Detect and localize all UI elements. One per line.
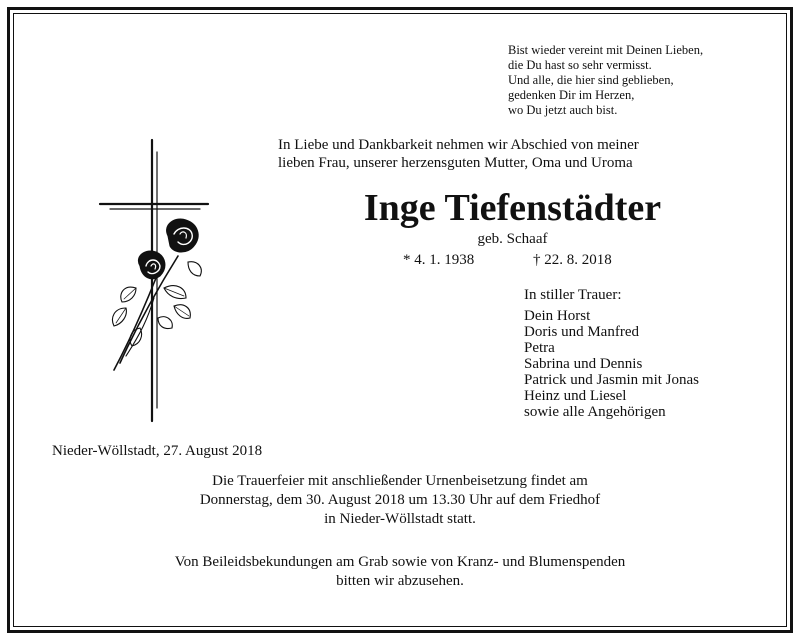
mourners-list — [524, 287, 699, 420]
request-line: bitten wir abzusehen. — [336, 573, 464, 589]
poem-line: gedenken Dir im Herzen, — [508, 88, 635, 102]
request-line: Von Beileidsbekundungen am Grab sowie von Kranz- und Blumenspenden — [174, 554, 626, 570]
farewell-intro — [278, 136, 639, 172]
condolence-request — [100, 553, 700, 591]
mourner-name: Patrick und Jasmin mit Jonas — [524, 372, 699, 388]
birth-date: * 4. 1. 1938 — [403, 252, 475, 268]
poem — [508, 43, 703, 118]
poem-line: die Du hast so sehr vermisst. — [508, 58, 652, 72]
place-and-date: Nieder-Wöllstadt, 27. August 2018 — [52, 443, 263, 459]
birth-name: geb. Schaaf — [477, 231, 548, 247]
mourner-name: sowie alle Angehörigen — [524, 404, 666, 420]
intro-line: lieben Frau, unserer herzensguten Mutter, Oma und Uroma — [278, 155, 633, 171]
mourner-name: Petra — [524, 340, 555, 356]
mourners-heading: In stiller Trauer: — [524, 287, 622, 303]
funeral-line: in Nieder-Wöllstadt statt. — [324, 511, 476, 527]
mourner-name: Dein Horst — [524, 308, 591, 324]
mourner-name: Heinz und Liesel — [524, 388, 627, 404]
death-date: † 22. 8. 2018 — [533, 252, 612, 268]
cross-with-roses-icon — [96, 138, 216, 423]
poem-line: Bist wieder vereint mit Deinen Lieben, — [508, 43, 704, 57]
funeral-notice — [100, 472, 700, 529]
intro-line: In Liebe und Dankbarkeit nehmen wir Abschied von meiner — [278, 137, 639, 153]
mourner-name: Sabrina und Dennis — [524, 356, 643, 372]
poem-line: wo Du jetzt auch bist. — [508, 103, 618, 117]
mourner-name: Doris und Manfred — [524, 324, 639, 340]
funeral-line: Donnerstag, dem 30. August 2018 um 13.30 Uhr auf dem Friedhof — [199, 492, 601, 508]
deceased-name: Inge Tiefenstädter — [363, 187, 662, 229]
funeral-line: Die Trauerfeier mit anschließender Urnenbeisetzung findet am — [212, 473, 588, 489]
poem-line: Und alle, die hier sind geblieben, — [508, 73, 674, 87]
